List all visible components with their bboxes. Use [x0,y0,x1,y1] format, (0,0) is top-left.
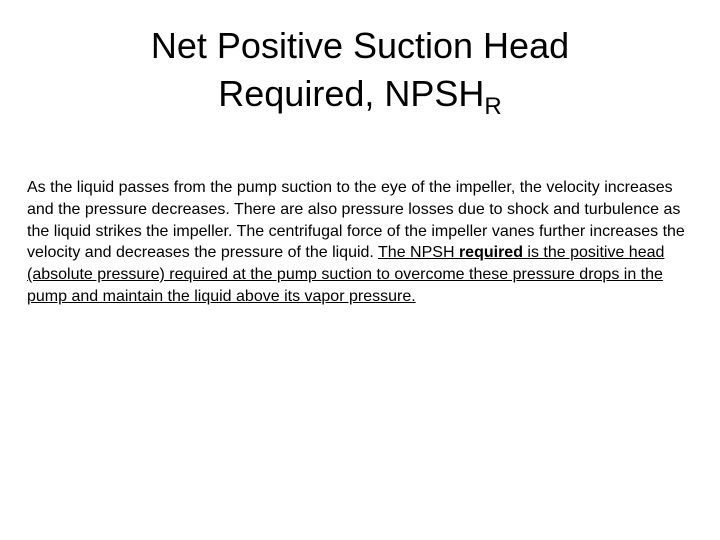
body-bold-keyword: required [458,244,523,262]
body-underlined-prefix: The NPSH [378,244,459,262]
body-underlined-suffix: is the positive head (absolute pressure) required at the pump suction to overcome these pressure drops in the pump and maintain the liquid above its vapor pressure. [27,244,665,305]
slide-title [60,22,660,118]
title-line-1: Net Positive Suction Head [150,25,570,66]
body-plain-text: As the liquid passes from the pump suction to the eye of the impeller, the velocity increases and the pressure decreases. There are also pressure losses due to shock and turbulence as the liquid strikes the impeller. The centrifugal force of the impeller vanes further increases the velocity and decreases the pressure of the liquid. [27,179,685,262]
body-paragraph [27,177,693,308]
title-line-2: Required, NPSH [218,73,485,114]
title-subscript: R [484,93,502,120]
